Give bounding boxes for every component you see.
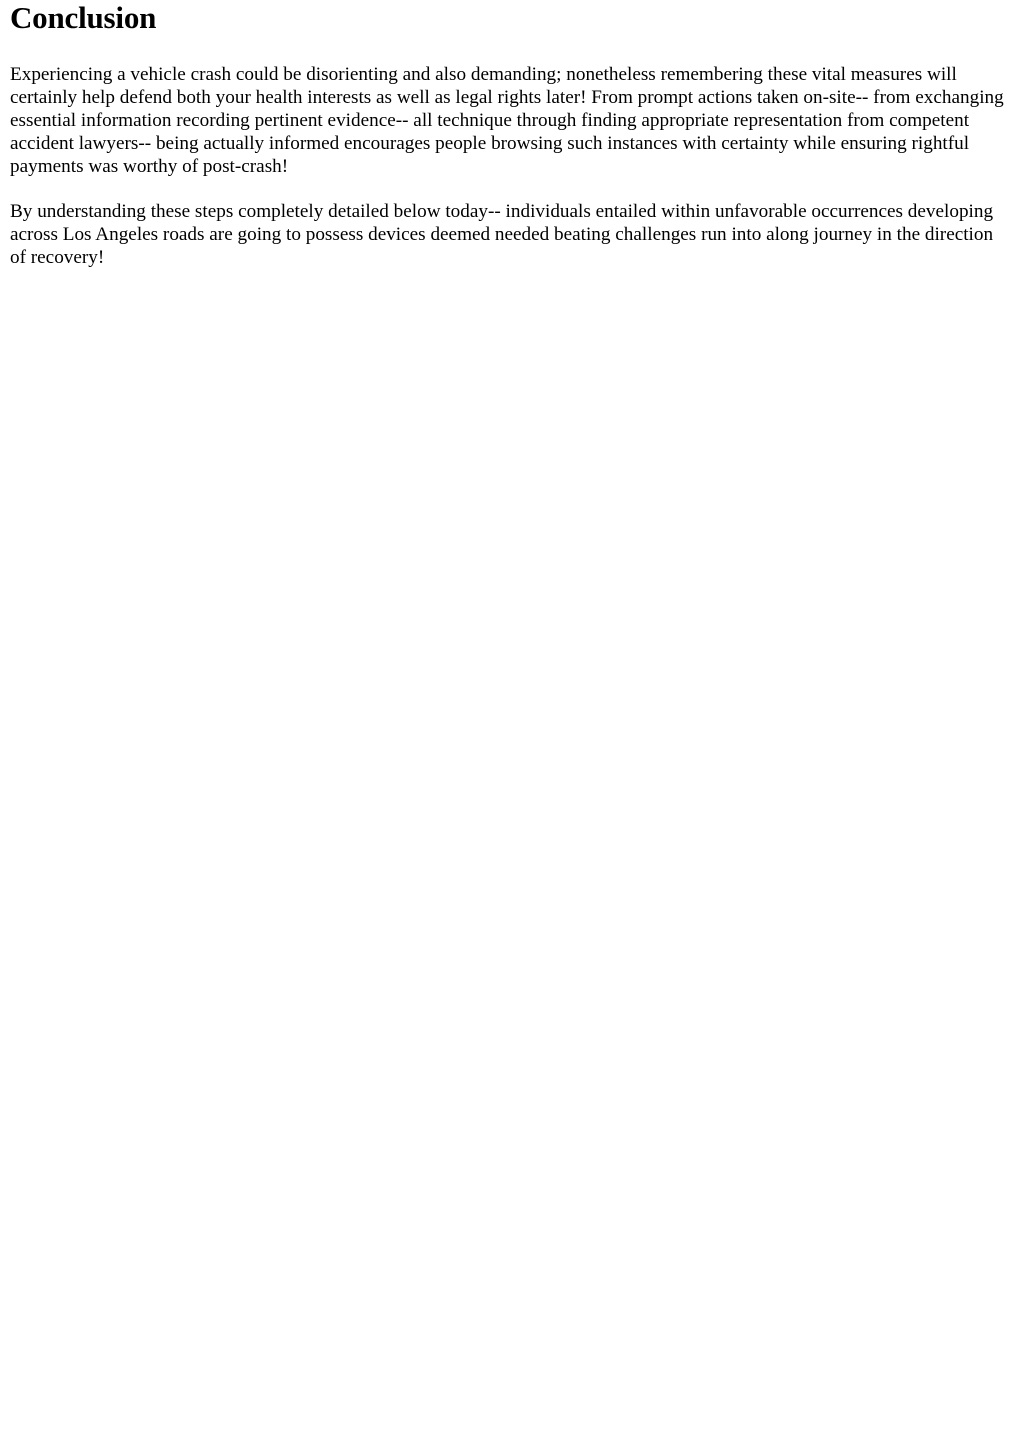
document-page bbox=[0, 0, 1024, 269]
body-paragraph-1: Experiencing a vehicle crash could be disorienting and also demanding; nonetheless remembering these vital measures will certainly help defend both your health interests as well as legal rights later! From prompt actions taken on-site-- from exchanging essential information recording pertinent evidence-- all technique through finding appropriate representation from competent accident lawyers-- being actually informed encourages people browsing such instances with certainty while ensuring rightful payments was worthy of post-crash! bbox=[10, 64, 1004, 177]
section-heading: Conclusion bbox=[10, 0, 157, 35]
body-paragraph-2: By understanding these steps completely detailed below today-- individuals entailed within unfavorable occurrences developing across Los Angeles roads are going to possess devices deemed needed beating challenges run into along journey in the direction of recovery! bbox=[10, 201, 994, 268]
